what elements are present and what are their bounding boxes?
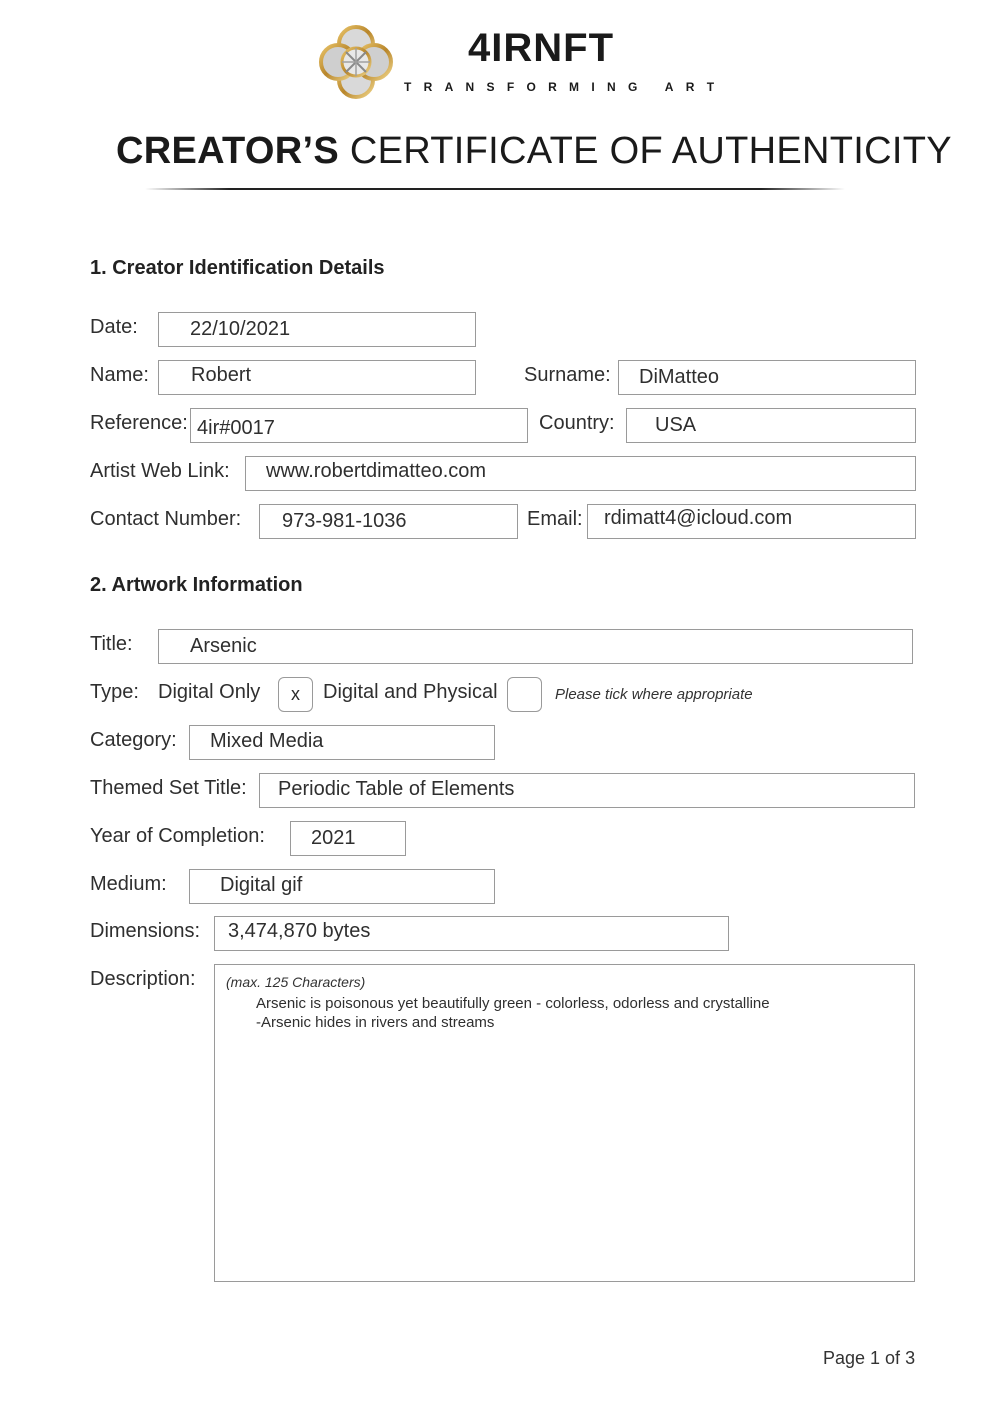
section2-heading: 2. Artwork Information [90,574,303,596]
category-value: Mixed Media [210,730,324,752]
medium-field[interactable] [189,869,495,904]
digital-only-checkbox[interactable] [278,677,313,712]
category-label: Category: [90,729,177,751]
description-hint: (max. 125 Characters) [226,974,366,990]
title-value: Arsenic [190,635,257,657]
reference-field[interactable] [190,408,528,443]
title-field[interactable] [158,629,913,664]
email-value: rdimatt4@icloud.com [604,507,793,529]
type-hint: Please tick where appropriate [555,686,753,703]
name-label: Name: [90,364,149,386]
surname-field[interactable] [618,360,916,395]
name-field[interactable] [158,360,476,395]
description-label: Description: [90,968,196,990]
year-field[interactable] [290,821,406,856]
title-rest: CERTIFICATE OF AUTHENTICITY [349,130,952,172]
dimensions-value: 3,474,870 bytes [228,920,371,942]
type-digital-physical-label: Digital and Physical [323,681,498,703]
medium-label: Medium: [90,873,167,895]
contact-value: 973-981-1036 [282,510,407,532]
date-field[interactable] [158,312,476,347]
weblink-label: Artist Web Link: [90,460,230,482]
page-title [116,130,952,173]
title-divider [145,188,845,190]
surname-value: DiMatteo [639,366,720,388]
description-line-1: Arsenic is poisonous yet beautifully green - colorless, odorless and crystalline [256,995,770,1012]
reference-value: 4ir#0017 [197,417,275,439]
date-value: 22/10/2021 [190,318,291,340]
email-label: Email: [527,508,583,530]
contact-field[interactable] [259,504,518,539]
brand-tagline: TRANSFORMING ART [404,80,727,94]
4irnft-logo-icon [316,22,396,102]
brand-name: 4IRNFT [468,26,614,70]
description-field[interactable] [214,964,915,1282]
description-line-2: -Arsenic hides in rivers and streams [256,1014,495,1031]
set-title-value: Periodic Table of Elements [278,778,515,800]
section1-heading: 1. Creator Identification Details [90,257,385,279]
reference-label: Reference: [90,412,188,434]
category-field[interactable] [189,725,495,760]
date-label: Date: [90,316,138,338]
contact-label: Contact Number: [90,508,242,530]
weblink-value: www.robertdimatteo.com [266,460,487,482]
type-digital-only-label: Digital Only [158,681,261,703]
country-field[interactable] [626,408,916,443]
digital-physical-checkbox[interactable] [507,677,542,712]
country-label: Country: [539,412,615,434]
set-title-label: Themed Set Title: [90,777,247,799]
surname-label: Surname: [524,364,611,386]
dimensions-field[interactable] [214,916,729,951]
medium-value: Digital gif [220,874,303,896]
title-label: Title: [90,633,133,655]
year-label: Year of Completion: [90,825,265,847]
email-field[interactable] [587,504,916,539]
country-value: USA [655,414,697,436]
digital-only-mark: x [291,684,300,704]
dimensions-label: Dimensions: [90,920,201,942]
year-value: 2021 [311,827,356,849]
name-value: Robert [191,364,252,386]
set-title-field[interactable] [259,773,915,808]
page-number: Page 1 of 3 [823,1348,916,1368]
weblink-field[interactable] [245,456,916,491]
title-bold: CREATOR’S [116,130,339,172]
type-label: Type: [90,681,139,703]
